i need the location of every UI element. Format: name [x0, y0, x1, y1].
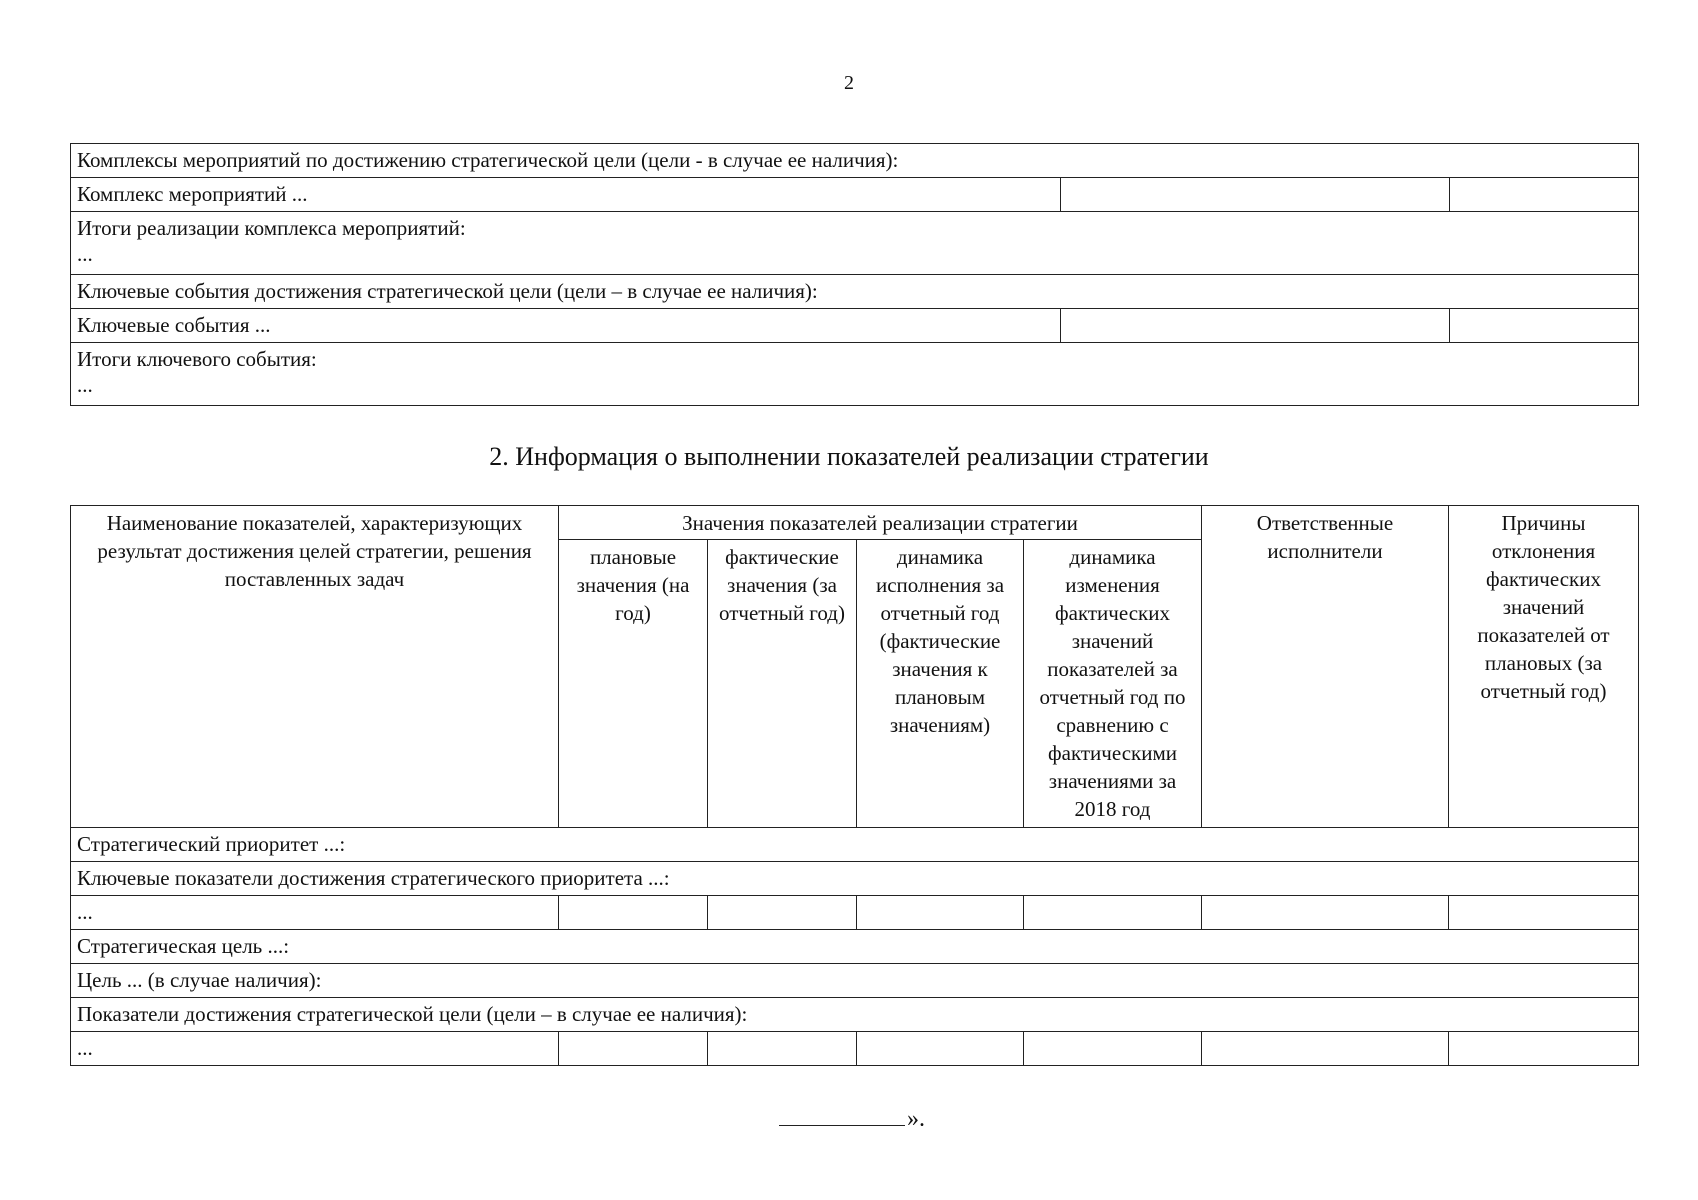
table-row: [71, 896, 1639, 930]
goal-indicators-row: Показатели достижения стратегической цели (цели – в случае ее наличия):: [71, 998, 1639, 1032]
empty-cell: [1061, 309, 1450, 343]
actual-values-header: фактические значения (за отчетный год): [708, 540, 857, 828]
planned-values-header: плановые значения (на год): [559, 540, 708, 828]
table-row: [71, 178, 1639, 212]
strategic-priority-row: Стратегический приоритет ...:: [71, 828, 1639, 862]
strategic-goal-row: Стратегическая цель ...:: [71, 930, 1639, 964]
change-dynamics-header: динамика изменения фактических значений показателей за отчетный год по сравнению с фактическими значениями за 2018 год: [1024, 540, 1202, 828]
activity-results-ellipsis: ...: [77, 242, 93, 266]
empty-cell: [1202, 1032, 1449, 1066]
key-event-results-label: Итоги ключевого события:: [77, 347, 317, 371]
page-number: 2: [844, 72, 854, 94]
table-row: [71, 144, 1639, 178]
empty-cell: [1450, 309, 1639, 343]
empty-cell: [559, 1032, 708, 1066]
empty-cell: [1024, 1032, 1202, 1066]
activities-section-label: Комплексы мероприятий по достижению стратегической цели (цели - в случае ее наличия):: [71, 144, 1639, 178]
empty-cell: [1450, 178, 1639, 212]
table-row: [71, 212, 1639, 275]
empty-cell: [559, 896, 708, 930]
table-row: [71, 1032, 1639, 1066]
empty-cell: [1449, 896, 1639, 930]
activities-table: [70, 143, 1639, 406]
table-row: [71, 828, 1639, 862]
key-event-results-ellipsis: ...: [77, 373, 93, 397]
blank-signature-line: [779, 1125, 905, 1126]
table-row: [71, 964, 1639, 998]
empty-cell: [1202, 896, 1449, 930]
empty-cell: [1449, 1032, 1639, 1066]
indicator-cell: ...: [71, 1032, 559, 1066]
empty-cell: [708, 896, 857, 930]
responsible-header: Ответственные исполнители: [1202, 506, 1449, 828]
goal-row: Цель ... (в случае наличия):: [71, 964, 1639, 998]
empty-cell: [1024, 896, 1202, 930]
indicator-cell: ...: [71, 896, 559, 930]
empty-cell: [1061, 178, 1450, 212]
priority-indicators-row: Ключевые показатели достижения стратегического приоритета ...:: [71, 862, 1639, 896]
values-group-header: Значения показателей реализации стратегии: [559, 506, 1202, 540]
table-row: [71, 930, 1639, 964]
activity-results-cell: [71, 212, 1639, 275]
key-event-results-cell: [71, 343, 1639, 406]
table-row: [71, 275, 1639, 309]
closing-mark: [779, 1106, 925, 1133]
table-row: [71, 998, 1639, 1032]
plan-dynamics-header: динамика исполнения за отчетный год (фактические значения к плановым значениям): [857, 540, 1024, 828]
table-header-row: [71, 506, 1639, 540]
reasons-header: Причины отклонения фактических значений показателей от плановых (за отчетный год): [1449, 506, 1639, 828]
closing-quote: ».: [907, 1106, 925, 1132]
key-events-cell: Ключевые события ...: [71, 309, 1061, 343]
indicator-name-header: Наименование показателей, характеризующих результат достижения целей стратегии, решения поставленных задач: [71, 506, 559, 828]
table-row: [71, 343, 1639, 406]
table-row: [71, 862, 1639, 896]
empty-cell: [857, 896, 1024, 930]
key-events-section-label: Ключевые события достижения стратегической цели (цели – в случае ее наличия):: [71, 275, 1639, 309]
table-row: [71, 309, 1639, 343]
activity-complex-cell: Комплекс мероприятий ...: [71, 178, 1061, 212]
empty-cell: [708, 1032, 857, 1066]
activity-results-label: Итоги реализации комплекса мероприятий:: [77, 216, 466, 240]
indicators-table: [70, 505, 1639, 1066]
empty-cell: [857, 1032, 1024, 1066]
section-heading: 2. Информация о выполнении показателей реализации стратегии: [489, 442, 1209, 471]
